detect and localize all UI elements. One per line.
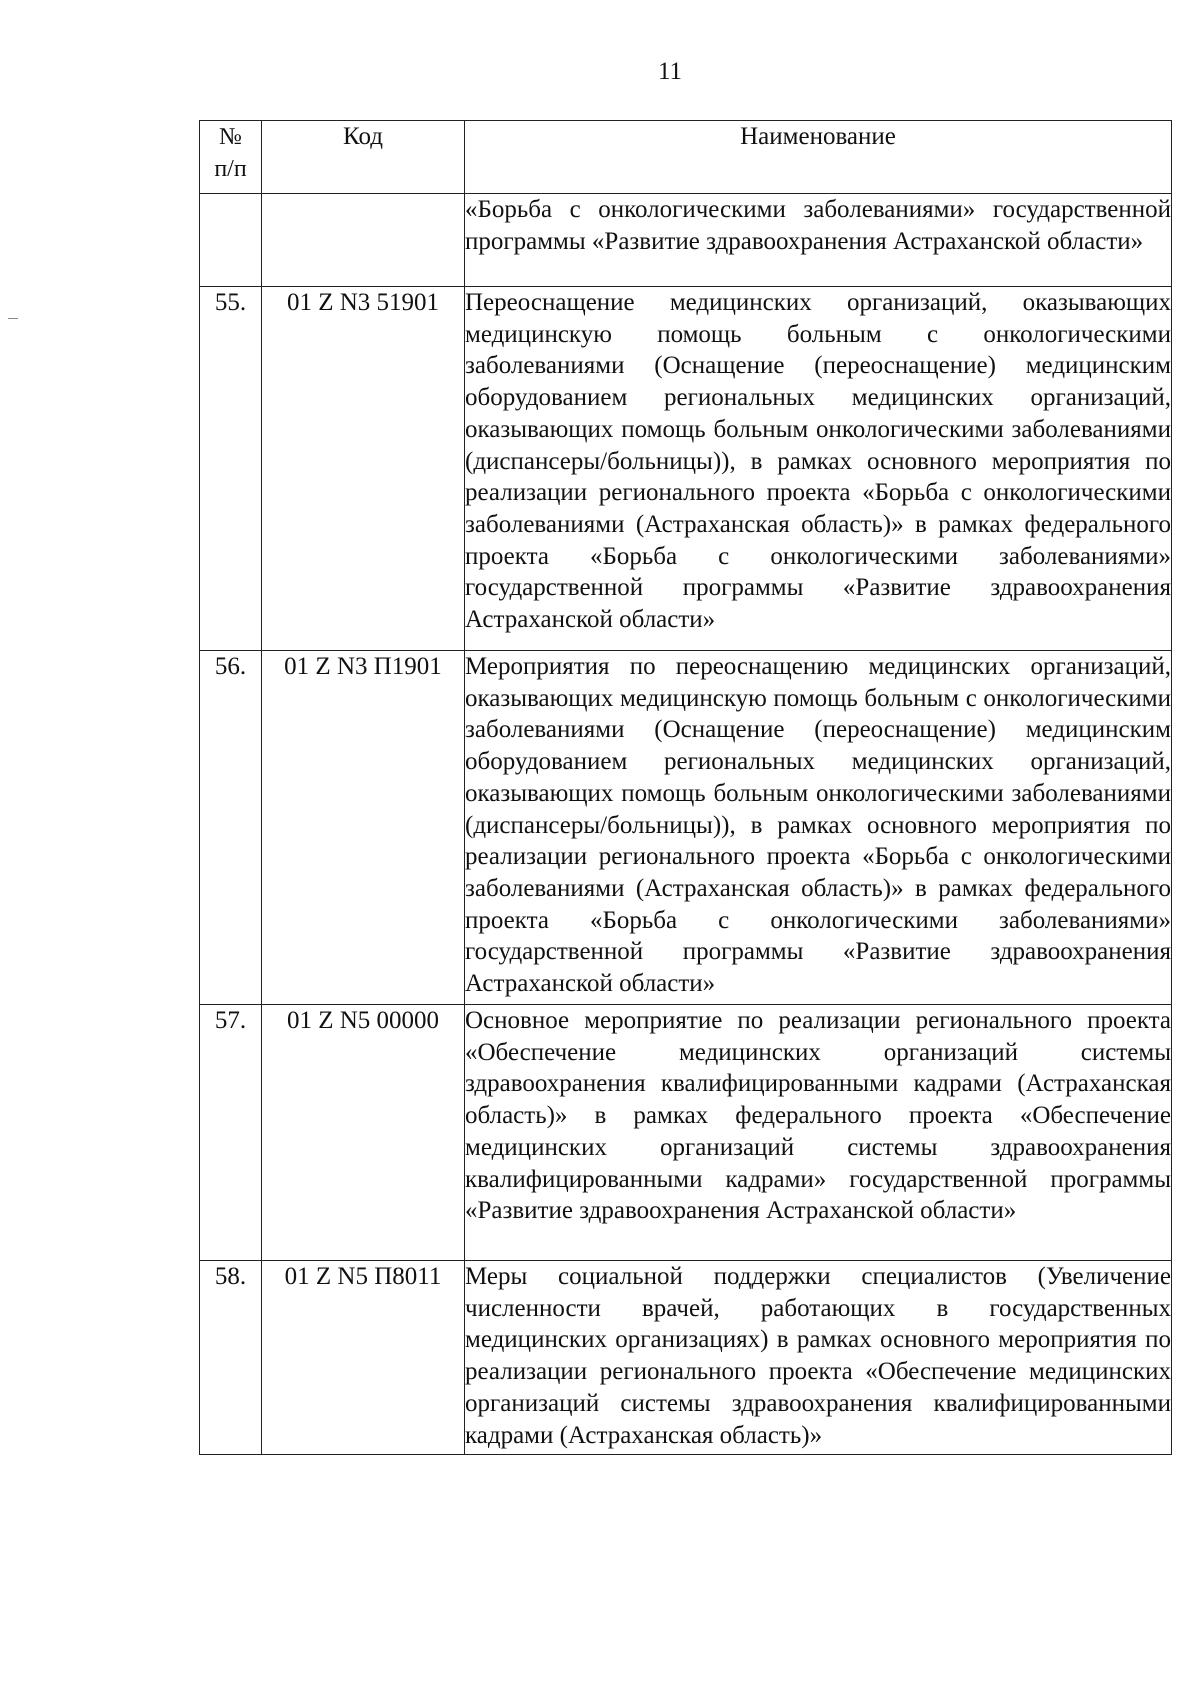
row-number (200, 194, 262, 287)
table-row (200, 651, 1172, 1005)
table-row (200, 1005, 1172, 1261)
row-name: Переоснащение медицинских организаций, оказывающих медицинскую помощь больным с онкологическими заболеваниями (Оснащение (переоснащение) медицинским оборудованием региональных медицинских организаций, оказывающих помощь больным онкологическими заболеваниями (диспансеры/больницы)), в рамках основного мероприятия по реализации регионального проекта «Борьба с онкологическими заболеваниями (Астраханская область)» в рамках федерального проекта «Борьба с онкологическими заболеваниями» государственной программы «Развитие здравоохранения Астраханской области» (465, 287, 1172, 651)
header-number (200, 121, 262, 194)
table-row (200, 287, 1172, 651)
margin-mark (8, 318, 18, 319)
header-number-line1: № (219, 124, 242, 150)
page-number: 11 (657, 58, 683, 85)
row-number: 57. (200, 1005, 262, 1261)
row-number: 56. (200, 651, 262, 1005)
table-row (200, 194, 1172, 287)
row-code: 01 Z N3 П1901 (262, 651, 465, 1005)
table-row (200, 1261, 1172, 1455)
row-name: Меры социальной поддержки специалистов (Увеличение численности врачей, работающих в государственных медицинских организациях) в рамках основного мероприятия по реализации регионального проекта «Обеспечение медицинских организаций системы здравоохранения квалифицированными кадрами (Астраханская область)» (465, 1261, 1172, 1455)
table-header-row (200, 121, 1172, 194)
row-code (262, 194, 465, 287)
header-name: Наименование (465, 121, 1172, 194)
row-code: 01 Z N3 51901 (262, 287, 465, 651)
row-number: 58. (200, 1261, 262, 1455)
header-code: Код (262, 121, 465, 194)
row-name: Мероприятия по переоснащению медицинских организаций, оказывающих медицинскую помощь больным с онкологическими заболеваниями (Оснащение (переоснащение) медицинским оборудованием региональных медицинских организаций, оказывающих помощь больным онкологическими заболеваниями (диспансеры/больницы)), в рамках основного мероприятия по реализации регионального проекта «Борьба с онкологическими заболеваниями (Астраханская область)» в рамках федерального проекта «Борьба с онкологическими заболеваниями» государственной программы «Развитие здравоохранения Астраханской области» (465, 651, 1172, 1005)
document-table (199, 120, 1172, 1455)
row-code: 01 Z N5 П8011 (262, 1261, 465, 1455)
row-name: «Борьба с онкологическими заболеваниями» государственной программы «Развитие здравоохранения Астраханской области» (465, 194, 1172, 287)
row-code: 01 Z N5 00000 (262, 1005, 465, 1261)
row-number: 55. (200, 287, 262, 651)
header-number-line2: п/п (214, 156, 247, 182)
row-name: Основное мероприятие по реализации регионального проекта «Обеспечение медицинских организаций системы здравоохранения квалифицированными кадрами (Астраханская область)» в рамках федерального проекта «Обеспечение медицинских организаций системы здравоохранения квалифицированными кадрами» государственной программы «Развитие здравоохранения Астраханской области» (465, 1005, 1172, 1261)
